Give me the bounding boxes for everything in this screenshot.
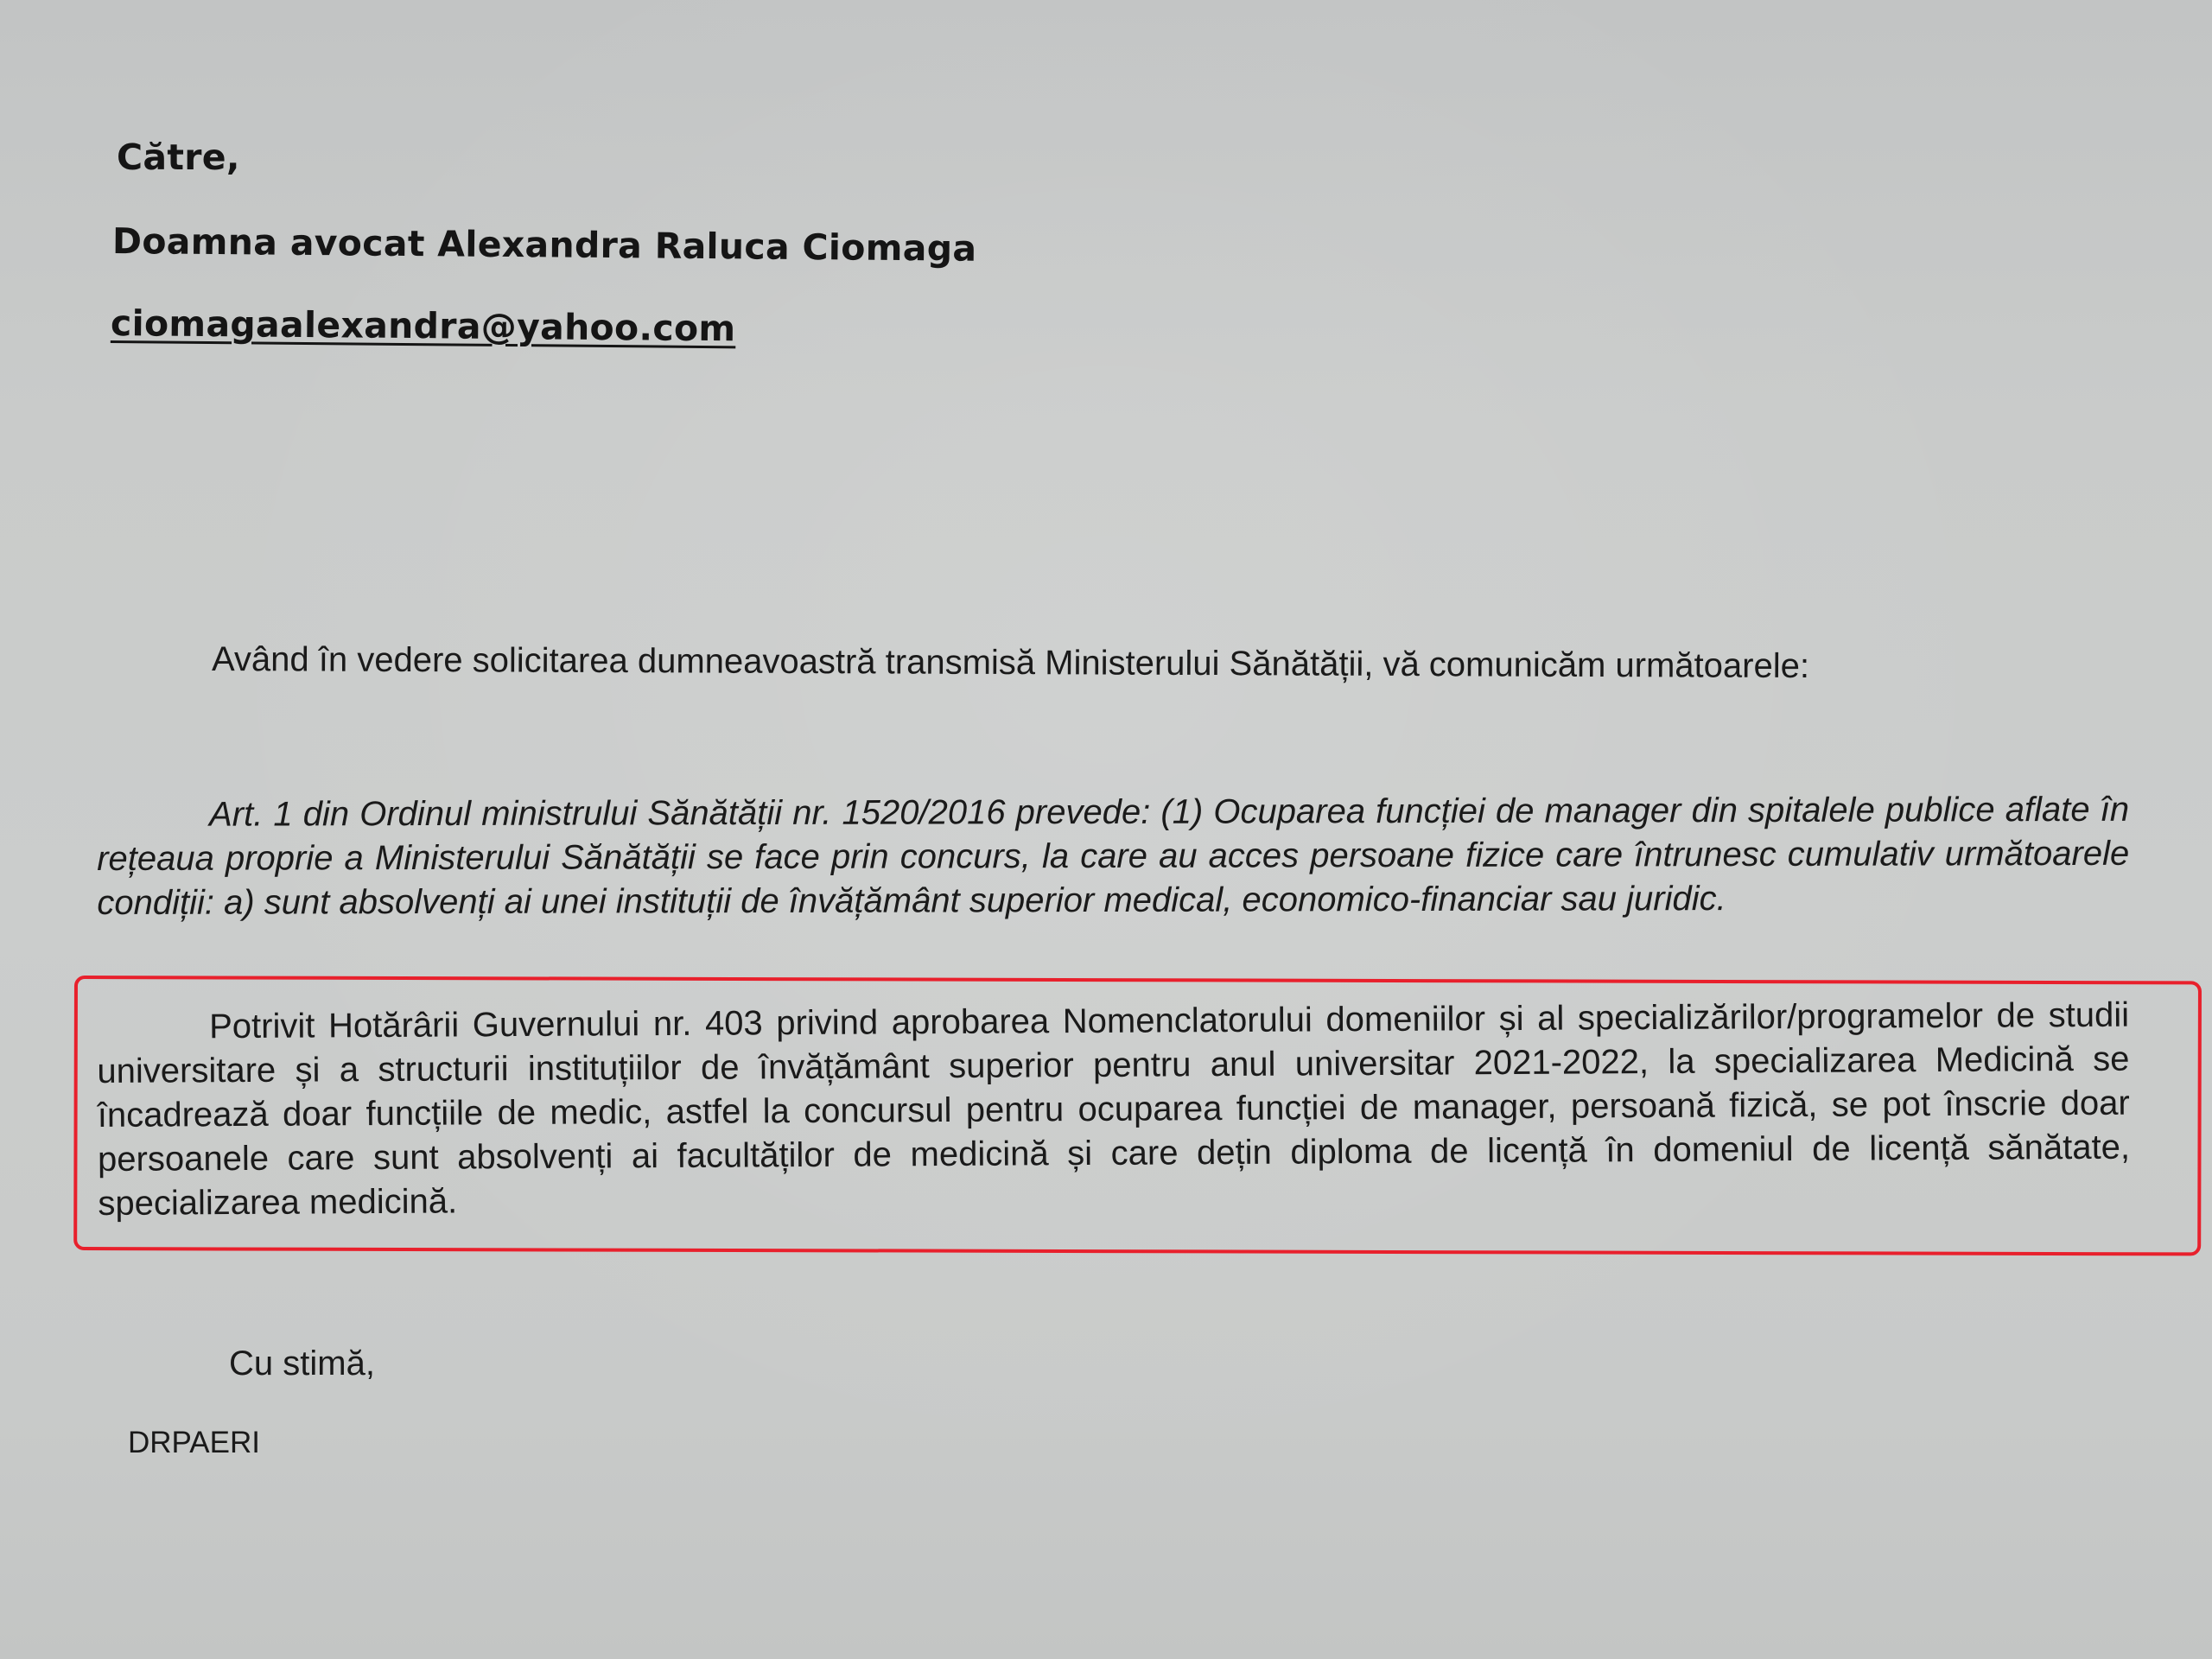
- article-paragraph: [97, 788, 2129, 925]
- recipient-salutation: Către,: [117, 137, 240, 178]
- intro-paragraph: Având în vedere solicitarea dumneavoastră transmisă Ministerului Sănătății, vă comunicăm următoarele:: [211, 640, 1810, 686]
- article-text: Art. 1 din Ordinul ministrului Sănătății nr. 1520/2016 prevede: (1) Ocuparea funcției de manager din spitalele publice aflate în rețeaua proprie a Ministerului Sănătății se face prin concurs, la care au acces persoane fizice care întrunesc cumulativ următoarele condiții: a) sunt absolvenți ai unei instituții de învățământ superior medical, economico-financiar sau juridic.: [97, 790, 2130, 922]
- highlighted-paragraph: [97, 994, 2131, 1226]
- closing-salutation: Cu stimă,: [229, 1344, 375, 1382]
- recipient-name: Doamna avocat Alexandra Raluca Ciomaga: [111, 220, 977, 270]
- highlighted-text: Potrivit Hotărârii Guvernului nr. 403 privind aprobarea Nomenclatorului domeniilor și al specializărilor/programelor de studii universitare și a structurii instituțiilor de învățământ superior pentru anul universitar 2021-2022, la specializarea Medicină se încadrează doar funcțiile de medic, astfel la concursul pentru ocuparea funcției de manager, persoană fizică, se pot înscrie doar persoanele care sunt absolvenți ai facultăților de medicină și care dețin diploma de licență în domeniul de licență sănătate, specializarea medicină.: [97, 995, 2131, 1223]
- signature-department: DRPAERI: [128, 1426, 260, 1459]
- recipient-email: ciomagaalexandra@yahoo.com: [110, 302, 736, 350]
